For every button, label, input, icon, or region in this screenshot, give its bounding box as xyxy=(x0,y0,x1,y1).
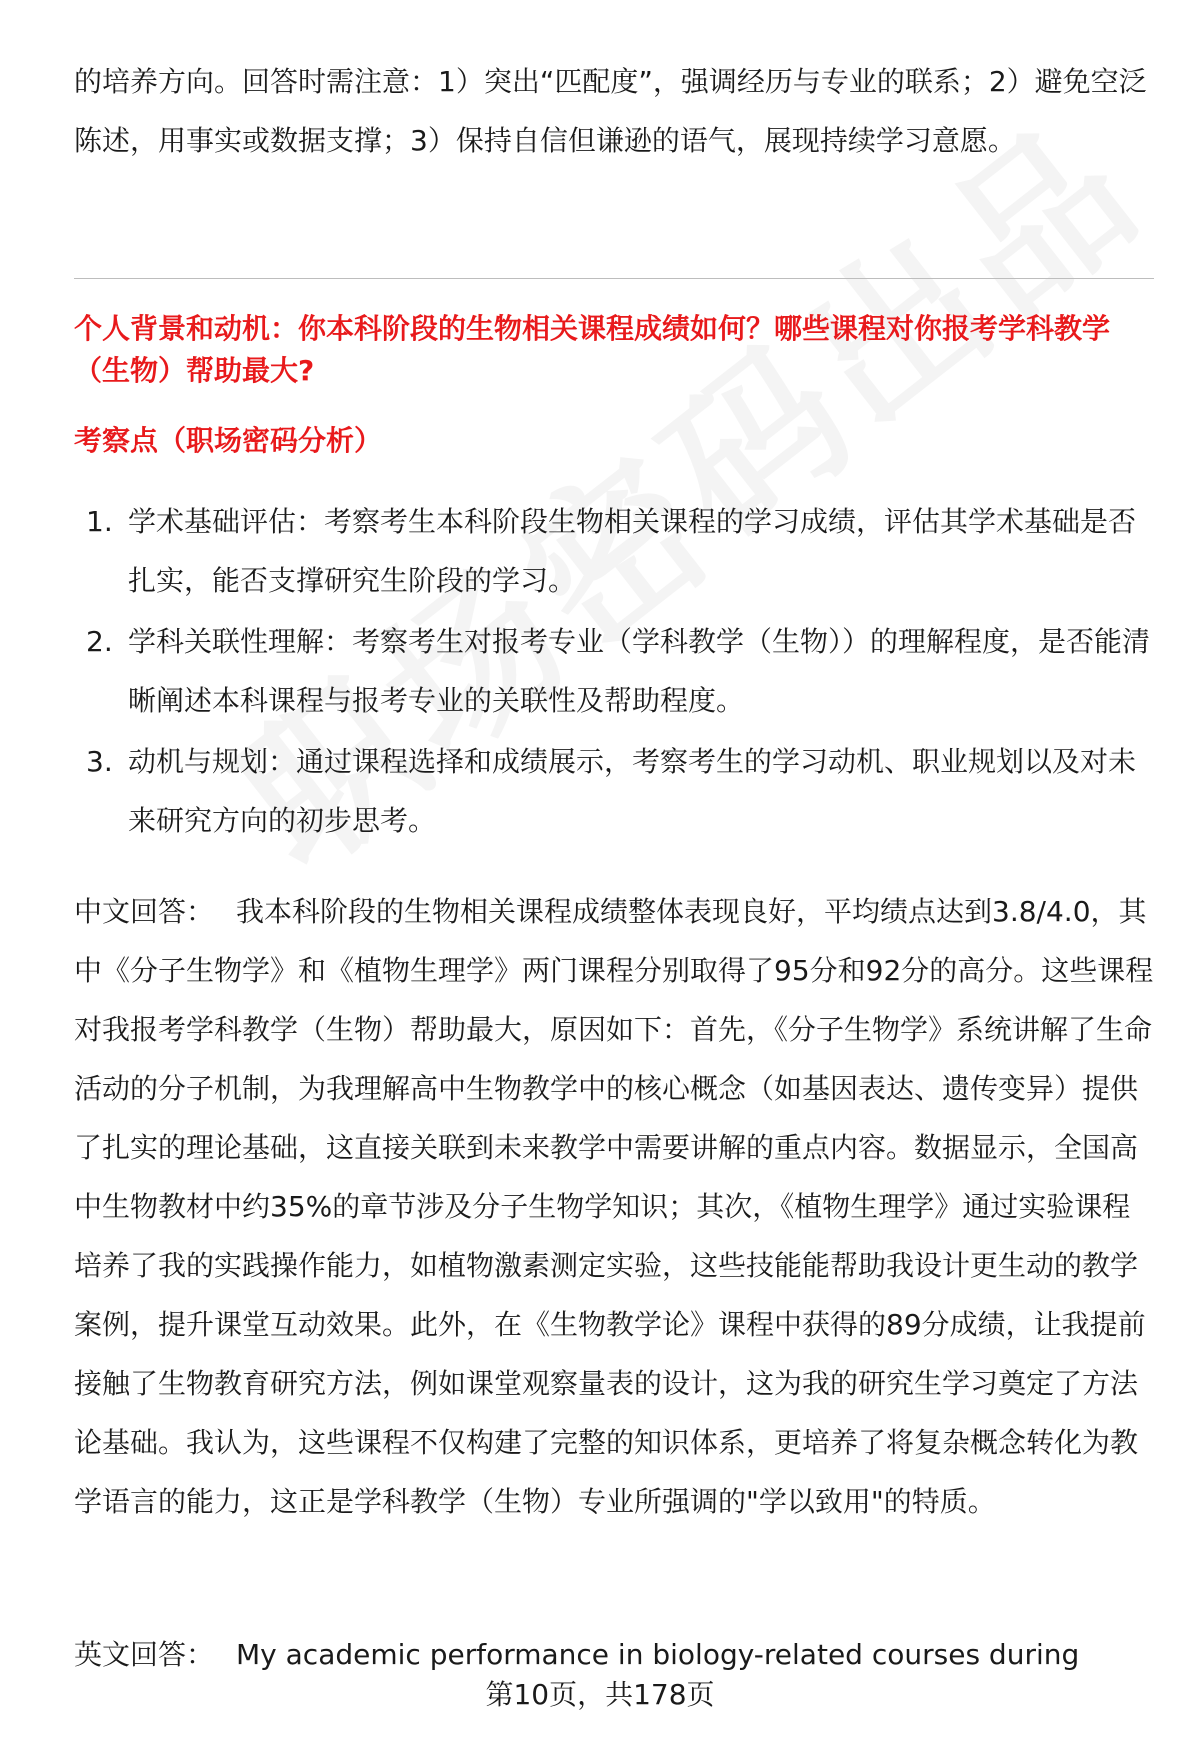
list-number: 3. xyxy=(86,745,113,778)
chinese-answer-text: 我本科阶段的生物相关课程成绩整体表现良好，平均绩点达到3.8/4.0，其中《分子生物学》和《植物生理学》两门课程分别取得了95分和92分的高分。这些课程对我报考学科教学（生物）帮助最大，原因如下：首先，《分子生物学》系统讲解了生命活动的分子机制，为我理解高中生物教学中的核心概念（如基因表达、遗传变异）提供了扎实的理论基础，这直接关联到未来教学中需要讲解的重点内容。数据显示，全国高中生物教材中约35%的章节涉及分子生物学知识；其次，《植物生理学》通过实验课程培养了我的实践操作能力，如植物激素测定实验，这些技能能帮助我设计更生动的教学案例，提升课堂互动效果。此外，在《生物教学论》课程中获得的89分成绩，让我提前接触了生物教育研究方法，例如课堂观察量表的设计，这为我的研究生学习奠定了方法论基础。我认为，这些课程不仅构建了完整的知识体系，更培养了将复杂概念转化为教学语言的能力，这正是学科教学（生物）专业所强调的"学以致用"的特质。 xyxy=(74,895,1154,1518)
chinese-answer xyxy=(74,882,1154,1531)
question-heading: 个人背景和动机：你本科阶段的生物相关课程成绩如何？哪些课程对你报考学科教学（生物）帮助最大? xyxy=(74,312,1111,387)
analysis-item xyxy=(74,732,1154,850)
analysis-item xyxy=(74,612,1154,730)
list-number: 1. xyxy=(86,505,113,538)
english-answer-text: My academic performance in biology-related courses during xyxy=(236,1638,1080,1671)
english-answer-label: 英文回答： xyxy=(74,1638,215,1671)
list-number: 2. xyxy=(86,625,113,658)
analysis-list xyxy=(74,492,1154,852)
section-divider xyxy=(74,278,1154,279)
intro-paragraph: 的培养方向。回答时需注意：1）突出“匹配度”，强调经历与专业的联系；2）避免空泛陈述，用事实或数据支撑；3）保持自信但谦逊的语气，展现持续学习意愿。 xyxy=(74,65,1147,157)
analysis-item xyxy=(74,492,1154,610)
analysis-item-text: 学科关联性理解：考察考生对报考专业（学科教学（生物））的理解程度，是否能清晰阐述本科课程与报考专业的关联性及帮助程度。 xyxy=(128,625,1151,717)
analysis-heading: 考察点（职场密码分析） xyxy=(74,424,383,457)
chinese-answer-label: 中文回答： xyxy=(74,895,215,928)
analysis-item-text: 动机与规划：通过课程选择和成绩展示，考察考生的学习动机、职业规划以及对未来研究方向的初步思考。 xyxy=(128,745,1137,837)
analysis-item-text: 学术基础评估：考察考生本科阶段生物相关课程的学习成绩，评估其学术基础是否扎实，能否支撑研究生阶段的学习。 xyxy=(128,505,1137,597)
page-footer: 第10页，共178页 xyxy=(485,1678,715,1711)
